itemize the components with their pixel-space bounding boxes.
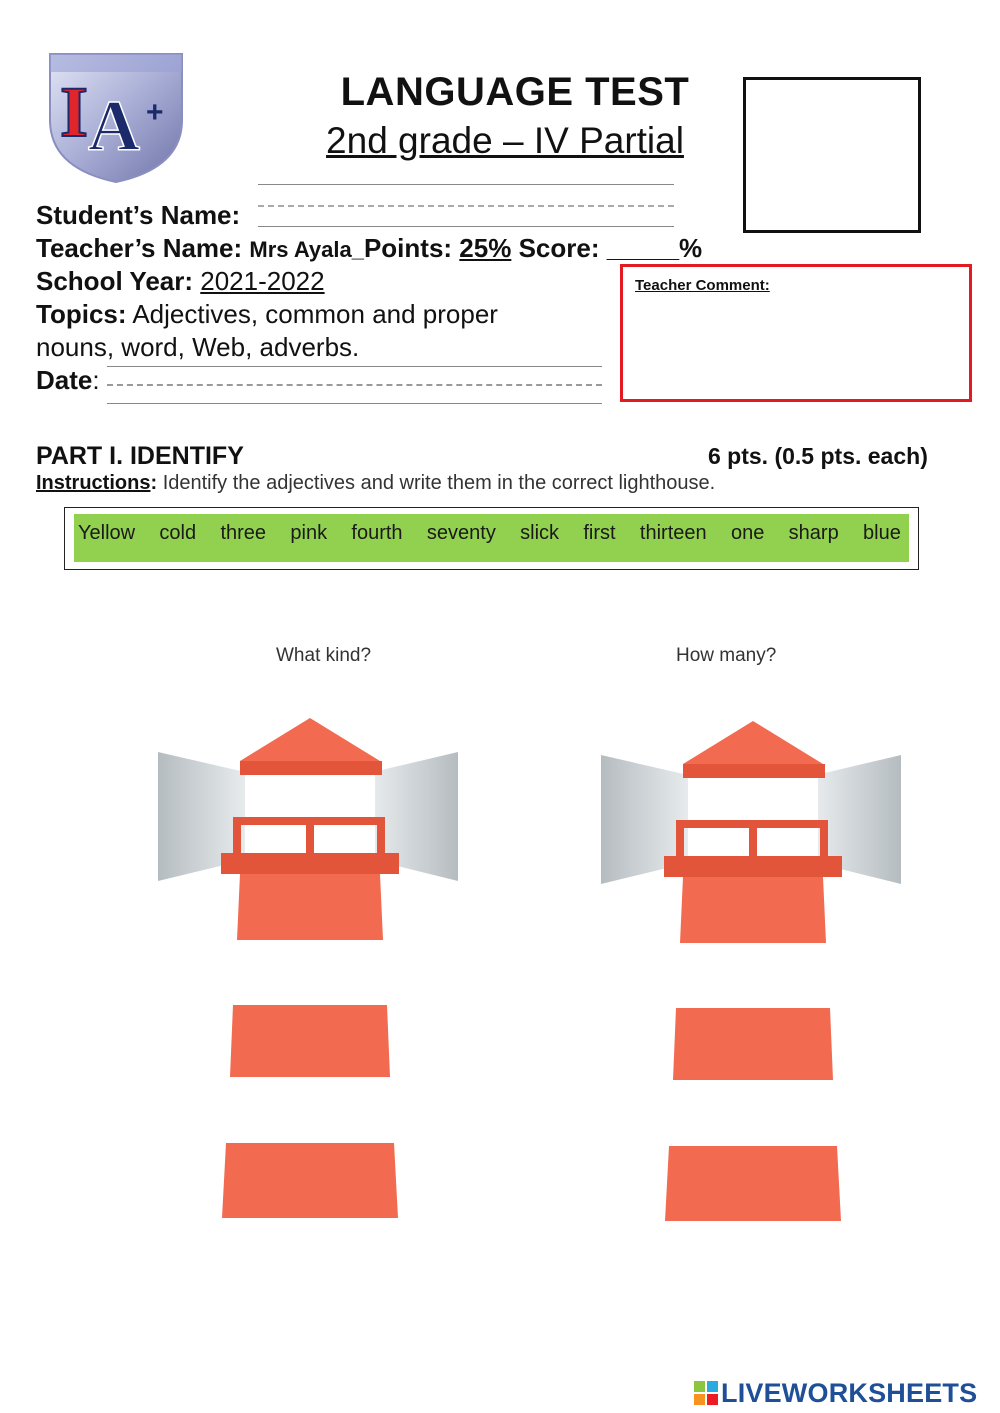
instructions xyxy=(36,472,715,495)
question-how-many: How many? xyxy=(676,645,777,666)
teacher-label: Teacher’s Name: xyxy=(36,233,243,263)
school-year-row xyxy=(36,266,325,297)
word-item: pink xyxy=(290,521,328,544)
word-item: one xyxy=(730,521,765,544)
word-item: cold xyxy=(159,521,197,544)
word-item: blue xyxy=(863,521,901,544)
page-title: LANGUAGE TEST xyxy=(340,70,690,114)
date-colon: : xyxy=(92,365,100,395)
lighthouse-what-kind[interactable] xyxy=(155,715,465,1230)
svg-text:+: + xyxy=(146,96,164,129)
topics-line2: nouns, word, Web, adverbs. xyxy=(36,332,360,362)
school-year-label: School Year: xyxy=(36,266,194,296)
topics-label: Topics: xyxy=(36,299,127,329)
date-input[interactable] xyxy=(107,386,602,404)
date-guide-line xyxy=(107,366,602,367)
word-item: fourth xyxy=(351,521,403,544)
score-label: Score: xyxy=(518,233,600,263)
topics-row xyxy=(36,299,498,330)
lighthouse-how-many[interactable] xyxy=(598,718,908,1233)
points-label: Points: xyxy=(363,233,453,263)
instructions-text: Identify the adjectives and write them in the correct lighthouse. xyxy=(162,472,716,494)
teacher-value: Mrs Ayala_ xyxy=(249,237,364,262)
question-what-kind: What kind? xyxy=(276,645,372,666)
teacher-comment-label: Teacher Comment: xyxy=(635,277,770,294)
teacher-row xyxy=(36,233,702,264)
word-item: Yellow xyxy=(78,521,136,544)
page-subtitle: 2nd grade – IV Partial xyxy=(326,120,684,161)
score-suffix: % xyxy=(679,233,703,263)
instructions-label: Instructions xyxy=(36,472,151,494)
part-points: 6 pts. (0.5 pts. each) xyxy=(708,443,928,469)
name-underline xyxy=(258,226,674,227)
footer-brand-text: LIVEWORKSHEETS xyxy=(721,1377,978,1408)
liveworksheets-logo-icon xyxy=(694,1381,718,1405)
word-item: three xyxy=(220,521,267,544)
word-item: seventy xyxy=(426,521,496,544)
word-bank-bar xyxy=(74,514,909,562)
word-item: slick xyxy=(520,521,560,544)
name-guide-line xyxy=(258,184,674,185)
word-bank xyxy=(64,507,919,570)
footer-brand xyxy=(694,1376,977,1410)
topics-line1: Adjectives, common and proper xyxy=(132,299,498,329)
school-logo xyxy=(46,50,186,185)
student-name-label: Student’s Name: xyxy=(36,200,241,230)
part-title: PART I. IDENTIFY xyxy=(36,442,244,470)
svg-text:I: I xyxy=(60,72,89,152)
points-value: 25% xyxy=(459,233,512,263)
score-blank[interactable]: _____ xyxy=(606,233,680,263)
word-item: sharp xyxy=(788,521,839,544)
student-name-input[interactable] xyxy=(258,188,674,224)
svg-text:A: A xyxy=(88,86,140,166)
school-year-value: 2021-2022 xyxy=(200,266,325,296)
word-item: first xyxy=(583,521,616,544)
instructions-colon: : xyxy=(150,472,158,494)
word-item: thirteen xyxy=(639,521,707,544)
teacher-comment-box xyxy=(620,264,972,402)
photo-box xyxy=(743,77,921,233)
date-row xyxy=(36,365,100,396)
date-label: Date xyxy=(36,365,93,395)
